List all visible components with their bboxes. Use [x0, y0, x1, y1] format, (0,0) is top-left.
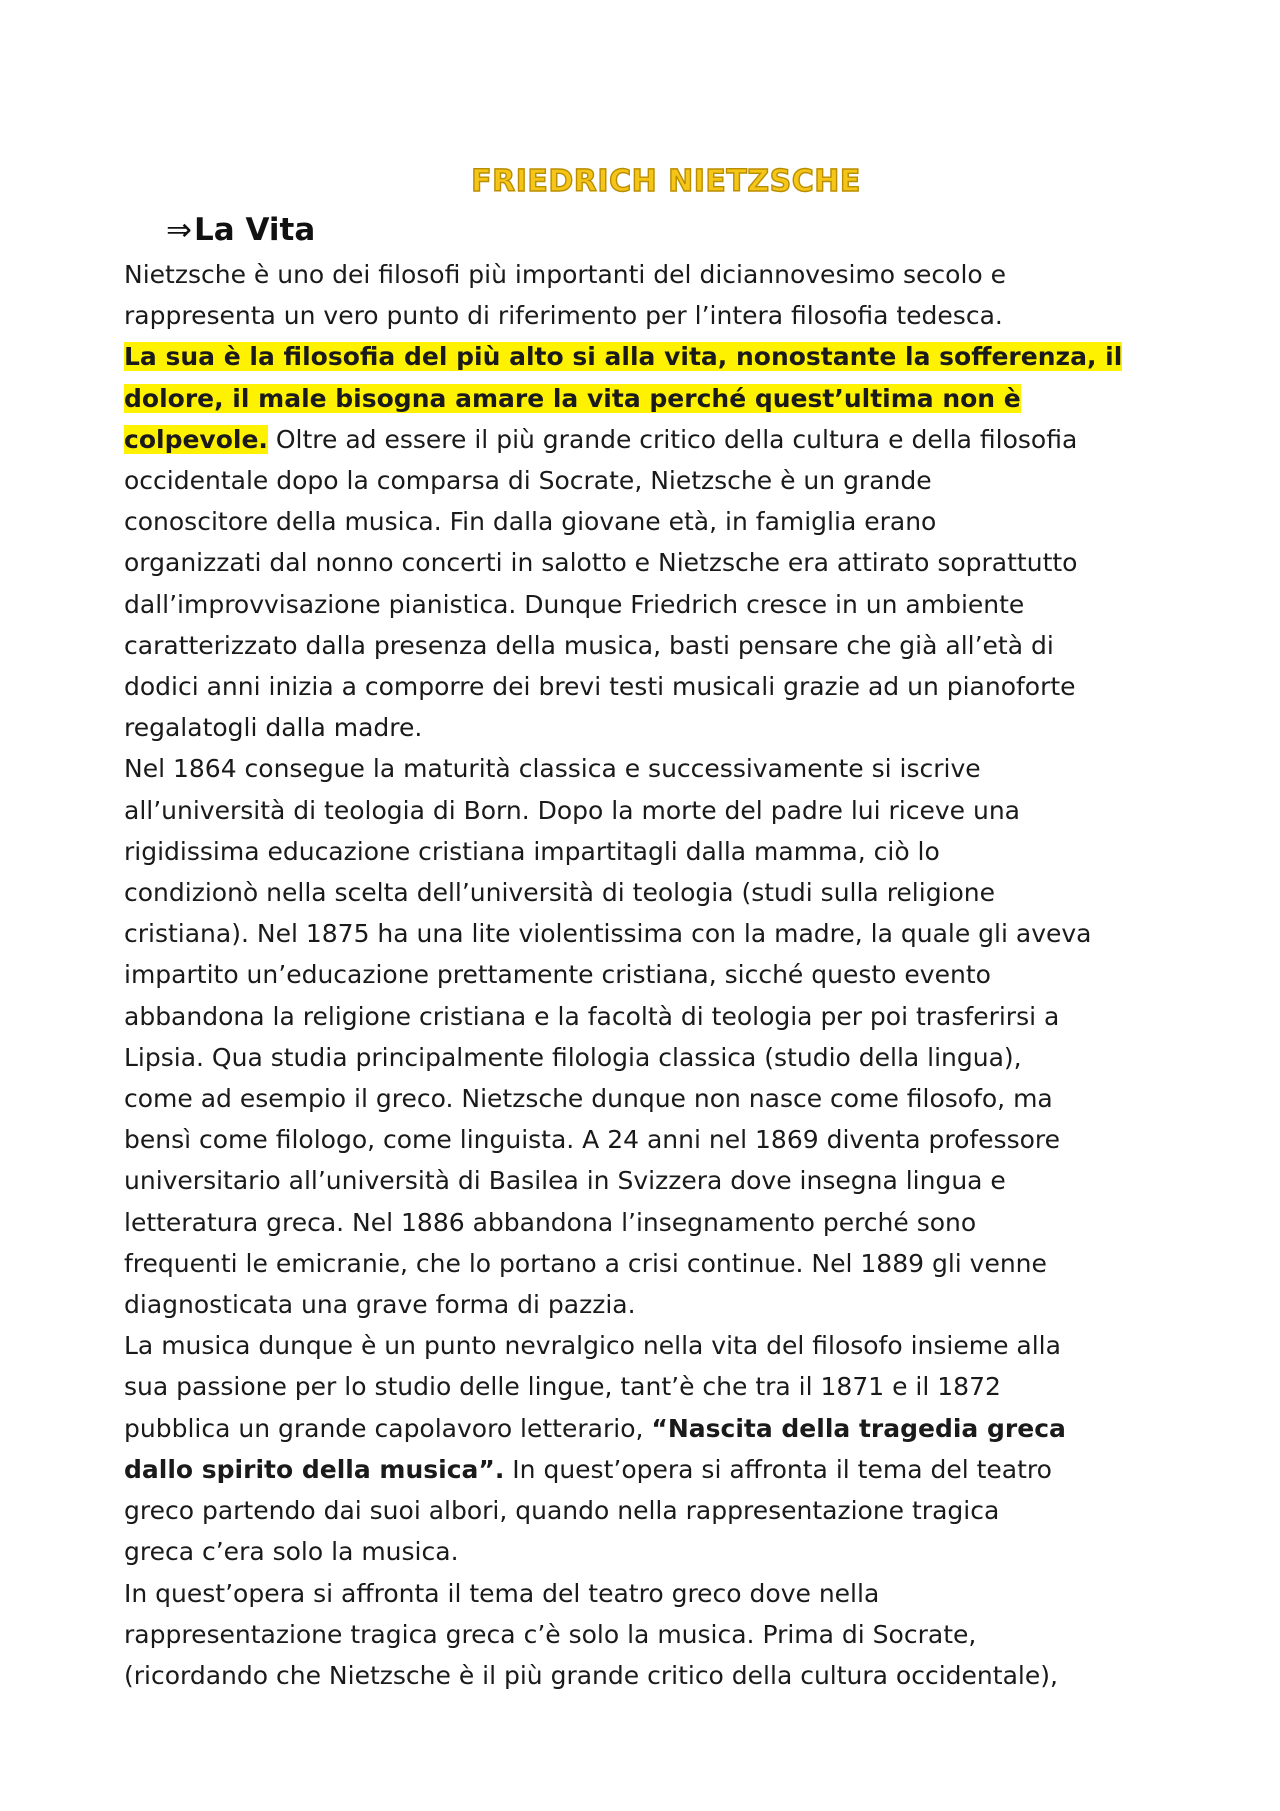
- arrow-right-icon: ⇒: [166, 212, 192, 248]
- paragraph-2: [124, 336, 1180, 748]
- highlighted-text: La sua è la filosofia del più alto si alla vita, nonostante la sofferenza, il dolore, il male bisogna amare la vita perché quest’ultima non è colpevole.: [124, 342, 1123, 454]
- document-page: [124, 150, 1180, 1696]
- paragraph-4: [124, 1325, 1180, 1572]
- section-heading: [166, 210, 1180, 250]
- paragraph-4-end: In quest’opera si affronta il tema del teatro greco partendo dai suoi albori, quando nella rappresentazione tragica greca c’era solo la musica.: [124, 1454, 1052, 1567]
- paragraph-3: Nel 1864 consegue la maturità classica e successivamente si iscrive all’università di teologia di Born. Dopo la morte del padre lui riceve una rigidissima educazione cristiana impartitagli dalla mamma, ciò lo condizionò nella scelta dell’università di teologia (studi sulla religione cristiana). Nel 1875 ha una lite violentissima con la madre, la quale gli aveva impartito un’educazione prettamente cristiana, sicché questo evento abbandona la religione cristiana e la facoltà di teologia per poi trasferirsi a Lipsia. Qua studia principalmente filologia classica (studio della lingua), come ad esempio il greco. Nietzsche dunque non nasce come filosofo, ma bensì come filologo, come linguista. A 24 anni nel 1869 diventa professore universitario all’università di Basilea in Svizzera dove insegna lingua e letteratura greca. Nel 1886 abbandona l’insegnamento perché sono frequenti le emicranie, che lo portano a crisi continue. Nel 1889 gli venne diagnosticata una grave forma di pazzia.: [124, 754, 1092, 1320]
- book-title: “Nascita della tragedia greca dallo spirito della musica”.: [124, 1413, 1066, 1484]
- paragraph-5: In quest’opera si affronta il tema del teatro greco dove nella rappresentazione tragica greca c’è solo la musica. Prima di Socrate, (ricordando che Nietzsche è il più grande critico della cultura occidentale),: [124, 1578, 1058, 1690]
- document-title: FRIEDRICH NIETZSCHE: [471, 164, 861, 199]
- section-heading-label: La Vita: [193, 212, 316, 248]
- paragraph-4-start: La musica dunque è un punto nevralgico nella vita del filosofo insieme alla sua passione per lo studio delle lingue, tant’è che tra il 1871 e il 1872 pubblica un grande capolavoro letterario,: [124, 1331, 1061, 1443]
- paragraph-1: Nietzsche è uno dei filosofi più importanti del diciannovesimo secolo e rappresenta un vero punto di riferimento per l’intera filosofia tedesca.: [124, 260, 1007, 331]
- paragraph-2-rest: Oltre ad essere il più grande critico della cultura e della filosofia occidentale dopo la comparsa di Socrate, Nietzsche è un grande conoscitore della musica. Fin dalla giovane età, in famiglia erano organizzati dal nonno concerti in salotto e Nietzsche era attirato soprattutto dall’improvvisazione pianistica. Dunque Friedrich cresce in un ambiente caratterizzato dalla presenza della musica, basti pensare che già all’età di dodici anni inizia a comporre dei brevi testi musicali grazie ad un pianoforte regalatogli dalla madre.: [124, 424, 1078, 743]
